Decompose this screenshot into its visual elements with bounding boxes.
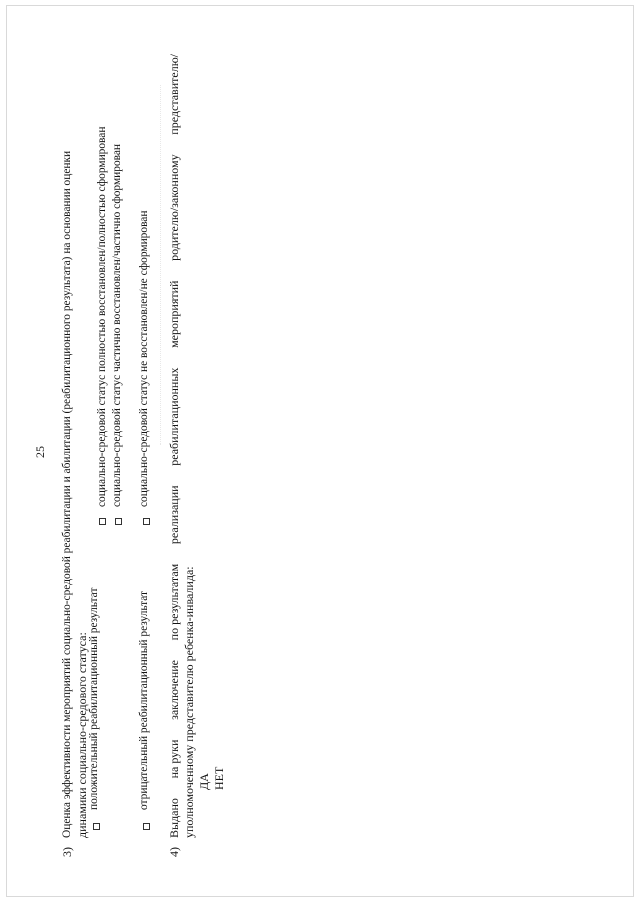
- section4-word: на руки: [167, 739, 181, 779]
- section4-word: заключение: [167, 659, 181, 720]
- faint-divider: [160, 85, 162, 445]
- section4-number: 4): [167, 847, 181, 857]
- section4-word: представителю/: [167, 54, 181, 135]
- answer-no[interactable]: НЕТ: [212, 766, 226, 790]
- page-number: 25: [33, 446, 47, 458]
- section4-word: реализации: [167, 485, 181, 545]
- section4-word: Выдано: [167, 798, 181, 838]
- section4-word: реабилитационных: [167, 367, 181, 466]
- section4-word: по результатам: [167, 563, 181, 641]
- positive-result-label: положительный реабилитационный результат: [88, 587, 100, 810]
- positive-result-checkbox[interactable]: [93, 823, 100, 830]
- answer-yes[interactable]: ДА: [197, 773, 211, 790]
- status-not-restored-label: социально-средовой статус не восстановлен/не сформирован: [138, 210, 150, 507]
- section4-word: мероприятий: [167, 280, 181, 348]
- section3-heading-line1: Оценка эффективности мероприятий социально-средовой реабилитации и абилитации (реабилитационного результата) на основании оценки: [61, 150, 73, 838]
- status-partially-restored-label: социально-средовой статус частично восстановлен/частично сформирован: [111, 143, 123, 507]
- status-partially-restored-checkbox[interactable]: [115, 518, 122, 525]
- negative-result-label: отрицательный реабилитационный результат: [138, 590, 150, 810]
- section3-heading-line2: динамики социально-средового статуса:: [75, 632, 89, 838]
- section4-line1: [167, 54, 182, 838]
- status-fully-restored-checkbox[interactable]: [99, 518, 106, 525]
- negative-result-checkbox[interactable]: [143, 823, 150, 830]
- section3-number: 3): [60, 847, 74, 857]
- section4-line2: уполномоченному представителю ребенка-инвалида:: [182, 566, 196, 838]
- section4-word: родителю/законному: [167, 154, 181, 261]
- status-fully-restored-label: социально-средовой статус полностью восстановлен/полностью сформирован: [96, 126, 108, 507]
- status-not-restored-checkbox[interactable]: [143, 518, 150, 525]
